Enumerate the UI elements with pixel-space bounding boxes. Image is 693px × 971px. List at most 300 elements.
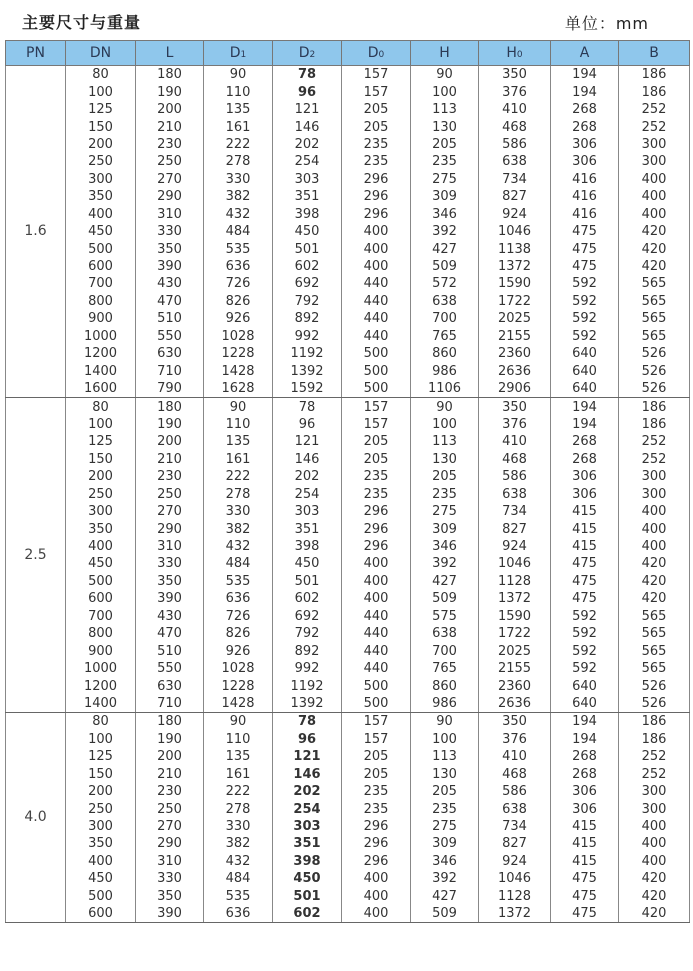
table-cell: 350	[136, 240, 204, 257]
table-cell: 638	[479, 486, 551, 503]
table-cell: 992	[273, 660, 342, 677]
table-cell: 430	[136, 275, 204, 292]
table-cell: 602	[273, 258, 342, 275]
table-cell: 210	[136, 118, 204, 135]
table-cell: 575	[411, 608, 479, 625]
table-cell: 638	[411, 293, 479, 310]
table-row	[6, 766, 690, 783]
table-cell: 550	[136, 660, 204, 677]
table-cell: 390	[136, 905, 204, 923]
table-cell: 484	[204, 223, 273, 240]
table-cell: 113	[411, 433, 479, 450]
table-cell: 110	[204, 83, 273, 100]
table-cell: 90	[204, 66, 273, 84]
table-cell: 306	[551, 136, 619, 153]
table-cell: 268	[551, 766, 619, 783]
table-cell: 161	[204, 118, 273, 135]
table-cell: 565	[619, 642, 690, 659]
table-cell: 194	[551, 416, 619, 433]
table-cell: 135	[204, 433, 273, 450]
table-cell: 330	[136, 223, 204, 240]
table-cell: 565	[619, 275, 690, 292]
column-header-main: A	[579, 45, 590, 61]
table-cell: 205	[342, 766, 411, 783]
column-header-subscript: 0	[516, 50, 523, 60]
table-cell: 351	[273, 835, 342, 852]
table-cell: 602	[273, 590, 342, 607]
table-cell: 205	[342, 101, 411, 118]
table-cell: 638	[479, 800, 551, 817]
table-cell: 278	[204, 486, 273, 503]
column-header-subscript: 1	[240, 50, 247, 60]
table-cell: 346	[411, 206, 479, 223]
table-cell: 826	[204, 625, 273, 642]
table-cell: 415	[551, 853, 619, 870]
table-cell: 410	[479, 748, 551, 765]
table-cell: 230	[136, 783, 204, 800]
table-cell: 78	[273, 713, 342, 731]
table-cell: 535	[204, 573, 273, 590]
table-cell: 390	[136, 590, 204, 607]
table-cell: 113	[411, 748, 479, 765]
table-cell: 592	[551, 642, 619, 659]
table-cell: 235	[411, 486, 479, 503]
table-row	[6, 66, 690, 84]
table-cell: 296	[342, 188, 411, 205]
table-cell: 330	[136, 870, 204, 887]
table-cell: 90	[411, 713, 479, 731]
table-cell: 450	[273, 223, 342, 240]
table-cell: 268	[551, 101, 619, 118]
table-cell: 180	[136, 398, 204, 416]
table-cell: 113	[411, 101, 479, 118]
table-cell: 415	[551, 503, 619, 520]
column-header-main: D	[229, 45, 241, 61]
table-cell: 630	[136, 677, 204, 694]
table-cell: 427	[411, 240, 479, 257]
table-cell: 309	[411, 520, 479, 537]
table-cell: 190	[136, 416, 204, 433]
table-cell: 186	[619, 416, 690, 433]
table-cell: 440	[342, 625, 411, 642]
table-cell: 382	[204, 835, 273, 852]
table-cell: 1028	[204, 660, 273, 677]
table-cell: 440	[342, 642, 411, 659]
table-cell: 125	[66, 433, 136, 450]
table-cell: 350	[479, 713, 551, 731]
table-cell: 470	[136, 293, 204, 310]
table-row	[6, 625, 690, 642]
table-cell: 252	[619, 748, 690, 765]
table-cell: 470	[136, 625, 204, 642]
table-cell: 392	[411, 223, 479, 240]
table-cell: 157	[342, 416, 411, 433]
table-cell: 157	[342, 83, 411, 100]
table-cell: 924	[479, 206, 551, 223]
table-cell: 640	[551, 345, 619, 362]
table-cell: 346	[411, 538, 479, 555]
table-cell: 161	[204, 451, 273, 468]
table-cell: 765	[411, 328, 479, 345]
table-cell: 186	[619, 731, 690, 748]
table-cell: 190	[136, 731, 204, 748]
table-cell: 420	[619, 223, 690, 240]
table-cell: 400	[342, 870, 411, 887]
table-cell: 330	[204, 818, 273, 835]
table-cell: 440	[342, 275, 411, 292]
table-cell: 146	[273, 766, 342, 783]
table-cell: 602	[273, 905, 342, 923]
table-cell: 992	[273, 328, 342, 345]
table-cell: 765	[411, 660, 479, 677]
table-cell: 90	[411, 398, 479, 416]
table-row	[6, 362, 690, 379]
table-cell: 121	[273, 748, 342, 765]
table-cell: 296	[342, 520, 411, 537]
table-cell: 268	[551, 451, 619, 468]
table-cell: 254	[273, 486, 342, 503]
table-cell: 2025	[479, 310, 551, 327]
table-cell: 500	[66, 888, 136, 905]
table-cell: 222	[204, 468, 273, 485]
table-cell: 636	[204, 905, 273, 923]
table-cell: 350	[136, 573, 204, 590]
table-cell: 526	[619, 695, 690, 713]
table-row	[6, 835, 690, 852]
table-cell: 792	[273, 625, 342, 642]
table-cell: 157	[342, 66, 411, 84]
table-cell: 100	[411, 416, 479, 433]
table-cell: 535	[204, 888, 273, 905]
table-cell: 420	[619, 905, 690, 923]
pn-cell: 1.6	[6, 66, 66, 398]
table-cell: 90	[411, 66, 479, 84]
table-cell: 306	[551, 783, 619, 800]
table-cell: 376	[479, 731, 551, 748]
table-cell: 420	[619, 590, 690, 607]
table-cell: 1600	[66, 380, 136, 398]
table-cell: 1722	[479, 625, 551, 642]
table-cell: 400	[342, 555, 411, 572]
table-cell: 205	[342, 451, 411, 468]
table-cell: 1128	[479, 888, 551, 905]
table-cell: 78	[273, 66, 342, 84]
table-cell: 450	[273, 555, 342, 572]
table-cell: 427	[411, 888, 479, 905]
table-cell: 400	[342, 258, 411, 275]
table-cell: 350	[479, 398, 551, 416]
table-cell: 278	[204, 153, 273, 170]
table-cell: 130	[411, 451, 479, 468]
table-row	[6, 555, 690, 572]
table-cell: 475	[551, 555, 619, 572]
table-row	[6, 870, 690, 887]
table-cell: 1000	[66, 328, 136, 345]
table-cell: 250	[136, 800, 204, 817]
table-cell: 1590	[479, 275, 551, 292]
table-cell: 235	[342, 486, 411, 503]
table-cell: 565	[619, 625, 690, 642]
table-row	[6, 153, 690, 170]
table-cell: 400	[619, 503, 690, 520]
table-row	[6, 695, 690, 713]
table-cell: 157	[342, 398, 411, 416]
table-row	[6, 118, 690, 135]
column-header-main: D	[367, 45, 379, 61]
table-cell: 300	[66, 818, 136, 835]
table-cell: 235	[411, 153, 479, 170]
table-cell: 290	[136, 520, 204, 537]
table-row	[6, 83, 690, 100]
table-cell: 300	[619, 153, 690, 170]
column-header	[619, 41, 690, 66]
table-row	[6, 677, 690, 694]
table-cell: 792	[273, 293, 342, 310]
table-cell: 500	[342, 380, 411, 398]
table-cell: 1200	[66, 677, 136, 694]
table-cell: 275	[411, 503, 479, 520]
table-cell: 330	[204, 171, 273, 188]
table-cell: 924	[479, 538, 551, 555]
table-cell: 826	[204, 293, 273, 310]
table-cell: 400	[619, 538, 690, 555]
table-cell: 420	[619, 870, 690, 887]
table-cell: 550	[136, 328, 204, 345]
table-cell: 440	[342, 660, 411, 677]
table-cell: 592	[551, 275, 619, 292]
table-cell: 300	[619, 468, 690, 485]
table-cell: 600	[66, 905, 136, 923]
table-cell: 501	[273, 240, 342, 257]
table-cell: 640	[551, 362, 619, 379]
table-cell: 400	[619, 171, 690, 188]
table-cell: 827	[479, 520, 551, 537]
table-cell: 350	[66, 835, 136, 852]
table-cell: 475	[551, 590, 619, 607]
table-cell: 250	[66, 486, 136, 503]
table-cell: 1428	[204, 695, 273, 713]
table-cell: 121	[273, 101, 342, 118]
table-cell: 592	[551, 328, 619, 345]
table-row	[6, 731, 690, 748]
table-cell: 194	[551, 731, 619, 748]
table-cell: 1428	[204, 362, 273, 379]
table-cell: 475	[551, 905, 619, 923]
table-cell: 210	[136, 766, 204, 783]
table-cell: 986	[411, 695, 479, 713]
pn-cell: 4.0	[6, 713, 66, 923]
column-header-main: PN	[26, 45, 45, 61]
table-cell: 235	[411, 800, 479, 817]
column-header-main: DN	[89, 45, 112, 61]
table-cell: 630	[136, 345, 204, 362]
table-cell: 235	[342, 153, 411, 170]
table-cell: 400	[619, 853, 690, 870]
table-cell: 400	[342, 590, 411, 607]
table-cell: 186	[619, 66, 690, 84]
pn-cell: 2.5	[6, 398, 66, 713]
table-cell: 400	[342, 573, 411, 590]
table-cell: 1106	[411, 380, 479, 398]
table-cell: 190	[136, 83, 204, 100]
table-cell: 125	[66, 101, 136, 118]
table-row	[6, 608, 690, 625]
table-cell: 161	[204, 766, 273, 783]
table-cell: 926	[204, 310, 273, 327]
table-cell: 586	[479, 468, 551, 485]
column-header	[411, 41, 479, 66]
table-cell: 440	[342, 328, 411, 345]
table-cell: 303	[273, 503, 342, 520]
table-cell: 252	[619, 433, 690, 450]
table-cell: 500	[342, 362, 411, 379]
unit-label: 单位：mm	[564, 14, 649, 33]
table-row	[6, 468, 690, 485]
table-cell: 475	[551, 240, 619, 257]
column-header-subscript: 2	[309, 50, 316, 60]
table-cell: 415	[551, 818, 619, 835]
table-cell: 254	[273, 800, 342, 817]
table-cell: 1392	[273, 695, 342, 713]
table-cell: 310	[136, 853, 204, 870]
table-cell: 427	[411, 573, 479, 590]
table-cell: 2025	[479, 642, 551, 659]
table-cell: 252	[619, 101, 690, 118]
table-cell: 892	[273, 642, 342, 659]
table-cell: 2360	[479, 677, 551, 694]
column-header	[66, 41, 136, 66]
table-cell: 300	[619, 783, 690, 800]
table-cell: 501	[273, 573, 342, 590]
table-cell: 252	[619, 766, 690, 783]
table-cell: 1592	[273, 380, 342, 398]
table-cell: 252	[619, 118, 690, 135]
table-row	[6, 345, 690, 362]
table-cell: 500	[66, 573, 136, 590]
table-cell: 270	[136, 171, 204, 188]
table-cell: 296	[342, 818, 411, 835]
table-cell: 205	[411, 468, 479, 485]
table-cell: 270	[136, 818, 204, 835]
table-cell: 376	[479, 83, 551, 100]
table-cell: 398	[273, 538, 342, 555]
table-cell: 400	[619, 206, 690, 223]
table-cell: 484	[204, 870, 273, 887]
table-cell: 420	[619, 258, 690, 275]
table-cell: 475	[551, 870, 619, 887]
table-cell: 250	[136, 486, 204, 503]
table-cell: 150	[66, 118, 136, 135]
table-cell: 592	[551, 608, 619, 625]
table-cell: 306	[551, 468, 619, 485]
table-cell: 351	[273, 520, 342, 537]
table-row	[6, 398, 690, 416]
table-cell: 306	[551, 486, 619, 503]
table-row	[6, 748, 690, 765]
table-cell: 2906	[479, 380, 551, 398]
table-cell: 157	[342, 731, 411, 748]
table-cell: 275	[411, 171, 479, 188]
table-cell: 400	[619, 818, 690, 835]
table-cell: 110	[204, 416, 273, 433]
table-cell: 400	[619, 188, 690, 205]
table-row	[6, 660, 690, 677]
table-cell: 468	[479, 118, 551, 135]
table-cell: 586	[479, 136, 551, 153]
table-cell: 1138	[479, 240, 551, 257]
column-header-main: L	[165, 45, 174, 61]
table-cell: 235	[342, 468, 411, 485]
table-cell: 392	[411, 555, 479, 572]
table-cell: 526	[619, 677, 690, 694]
table-cell: 400	[342, 888, 411, 905]
table-row	[6, 451, 690, 468]
table-row	[6, 240, 690, 257]
table-cell: 986	[411, 362, 479, 379]
table-cell: 592	[551, 310, 619, 327]
column-header	[6, 41, 66, 66]
table-cell: 1192	[273, 677, 342, 694]
table-cell: 420	[619, 555, 690, 572]
table-cell: 400	[66, 206, 136, 223]
column-header-main: D	[298, 45, 310, 61]
table-cell: 296	[342, 538, 411, 555]
table-cell: 310	[136, 206, 204, 223]
table-cell: 96	[273, 731, 342, 748]
table-cell: 96	[273, 416, 342, 433]
table-cell: 924	[479, 853, 551, 870]
table-cell: 200	[66, 136, 136, 153]
table-row	[6, 275, 690, 292]
table-cell: 416	[551, 171, 619, 188]
table-cell: 235	[342, 800, 411, 817]
table-cell: 475	[551, 573, 619, 590]
table-cell: 430	[136, 608, 204, 625]
table-cell: 310	[136, 538, 204, 555]
table-cell: 410	[479, 433, 551, 450]
table-cell: 278	[204, 800, 273, 817]
table-cell: 80	[66, 398, 136, 416]
table-cell: 415	[551, 538, 619, 555]
table-cell: 484	[204, 555, 273, 572]
table-cell: 230	[136, 468, 204, 485]
table-cell: 410	[479, 101, 551, 118]
table-cell: 250	[66, 153, 136, 170]
table-cell: 205	[411, 136, 479, 153]
table-cell: 790	[136, 380, 204, 398]
table-cell: 78	[273, 398, 342, 416]
table-cell: 510	[136, 642, 204, 659]
table-cell: 420	[619, 888, 690, 905]
table-row	[6, 818, 690, 835]
table-cell: 200	[136, 101, 204, 118]
table-cell: 468	[479, 451, 551, 468]
table-cell: 350	[66, 188, 136, 205]
table-cell: 309	[411, 835, 479, 852]
table-cell: 432	[204, 538, 273, 555]
table-cell: 194	[551, 66, 619, 84]
table-cell: 636	[204, 590, 273, 607]
table-cell: 565	[619, 310, 690, 327]
table-cell: 475	[551, 888, 619, 905]
table-cell: 146	[273, 451, 342, 468]
table-cell: 186	[619, 713, 690, 731]
table-cell: 222	[204, 783, 273, 800]
table-cell: 475	[551, 223, 619, 240]
table-cell: 509	[411, 590, 479, 607]
table-cell: 827	[479, 835, 551, 852]
table-cell: 526	[619, 380, 690, 398]
